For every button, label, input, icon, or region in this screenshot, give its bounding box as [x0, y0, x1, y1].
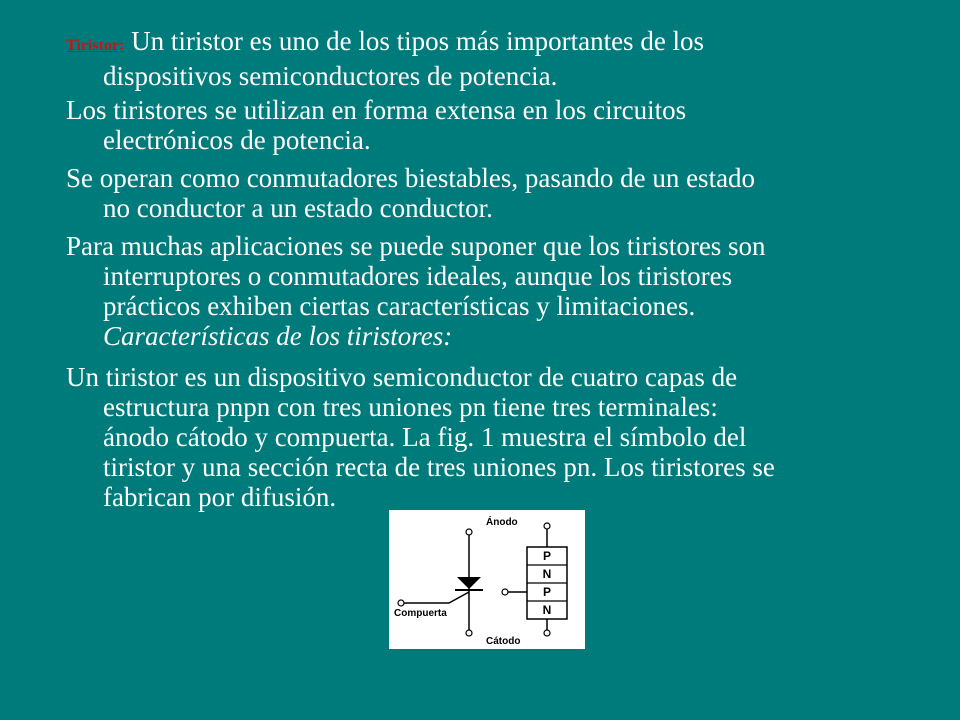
stack-cathode-terminal — [544, 630, 550, 636]
paragraph-line: electrónicos de potencia. — [103, 125, 371, 155]
characteristics-heading: Características de los tiristores: — [103, 321, 453, 351]
diode-triangle-icon — [457, 577, 481, 589]
paragraph-tiristor-definition — [66, 26, 946, 91]
paragraph-line: Los tiristores se utilizan en forma extensa en los circuitos — [66, 95, 687, 125]
gate-label: Compuerta — [394, 608, 447, 619]
paragraph-usage — [66, 95, 946, 155]
cathode-terminal — [466, 630, 472, 636]
paragraph-line: estructura pnpn con tres uniones pn tiene tres terminales: — [103, 392, 718, 422]
paragraph-line — [66, 26, 946, 61]
stack-anode-terminal — [544, 523, 550, 529]
paragraph-text: Un tiristor es uno de los tipos más importantes de los — [124, 26, 705, 56]
paragraph-line: no conductor a un estado conductor. — [103, 193, 493, 223]
thyristor-figure — [389, 510, 585, 649]
paragraph-line: interruptores o conmutadores ideales, aunque los tiristores — [103, 261, 733, 291]
anode-label: Ánodo — [486, 517, 518, 528]
paragraph-line: dispositivos semiconductores de potencia. — [103, 61, 558, 91]
paragraph-applications — [66, 231, 946, 351]
layer-n1: N — [542, 567, 552, 581]
paragraph-structure — [66, 362, 946, 512]
anode-terminal — [466, 529, 472, 535]
layer-n2: N — [542, 603, 552, 617]
paragraph-line: ánodo cátodo y compuerta. La fig. 1 muestra el símbolo del — [103, 422, 747, 452]
paragraph-line: Para muchas aplicaciones se puede suponer que los tiristores son — [66, 231, 766, 261]
gate-lead — [403, 592, 469, 603]
layer-p1: P — [542, 549, 552, 563]
paragraph-line: fabrican por difusión. — [103, 482, 337, 512]
thyristor-diagram — [389, 510, 585, 649]
layer-p2: P — [542, 585, 552, 599]
tiristor-label: Tiristor: — [66, 37, 125, 54]
paragraph-operation — [66, 163, 946, 223]
cathode-label: Cátodo — [486, 636, 521, 647]
paragraph-line: Un tiristor es un dispositivo semiconductor de cuatro capas de — [66, 362, 738, 392]
stack-gate-terminal — [502, 589, 508, 595]
paragraph-line: tiristor y una sección recta de tres uniones pn. Los tiristores se — [103, 452, 775, 482]
paragraph-line: Se operan como conmutadores biestables, pasando de un estado — [66, 163, 756, 193]
paragraph-line: prácticos exhiben ciertas características y limitaciones. — [103, 291, 696, 321]
gate-terminal — [398, 600, 404, 606]
